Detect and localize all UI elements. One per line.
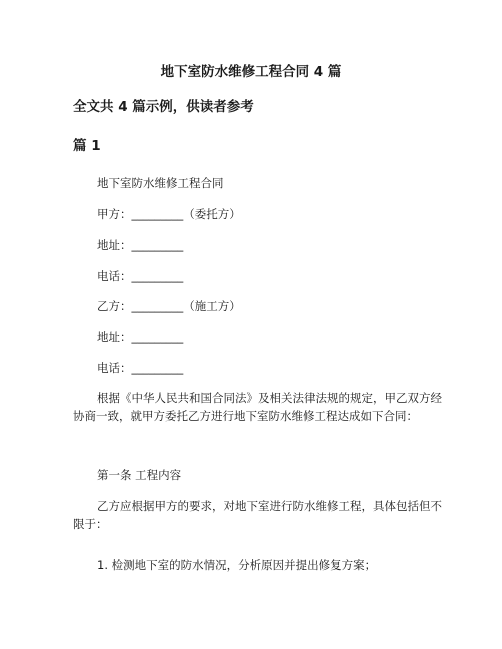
party-a-line: 甲方：_________（委托方） xyxy=(97,207,241,221)
contract-name: 地下室防水维修工程合同 xyxy=(97,176,224,190)
article-one-paragraph: 乙方应根据甲方的要求，对地下室进行防水维修工程，具体包括但不限于： xyxy=(73,499,442,531)
document-subtitle: 全文共 4 篇示例，供读者参考 xyxy=(73,99,254,115)
preamble-paragraph: 根据《中华人民共和国合同法》及相关法律法规的规定，甲乙双方经协商一致，就甲方委托乙方进行地下室防水维修工程达成如下合同： xyxy=(73,391,442,423)
party-b-address: 地址：_________ xyxy=(97,330,184,344)
party-a-address: 地址：_________ xyxy=(97,238,184,252)
document-title: 地下室防水维修工程合同 4 篇 xyxy=(160,64,342,80)
article-one-heading: 第一条 工程内容 xyxy=(97,468,182,482)
list-item-1: 1. 检测地下室的防水情况，分析原因并提出修复方案； xyxy=(97,558,377,572)
party-a-phone: 电话：_________ xyxy=(97,269,184,283)
party-b-line: 乙方：_________（施工方） xyxy=(97,299,241,313)
party-b-phone: 电话：_________ xyxy=(97,361,184,375)
section-heading: 篇 1 xyxy=(73,138,101,154)
